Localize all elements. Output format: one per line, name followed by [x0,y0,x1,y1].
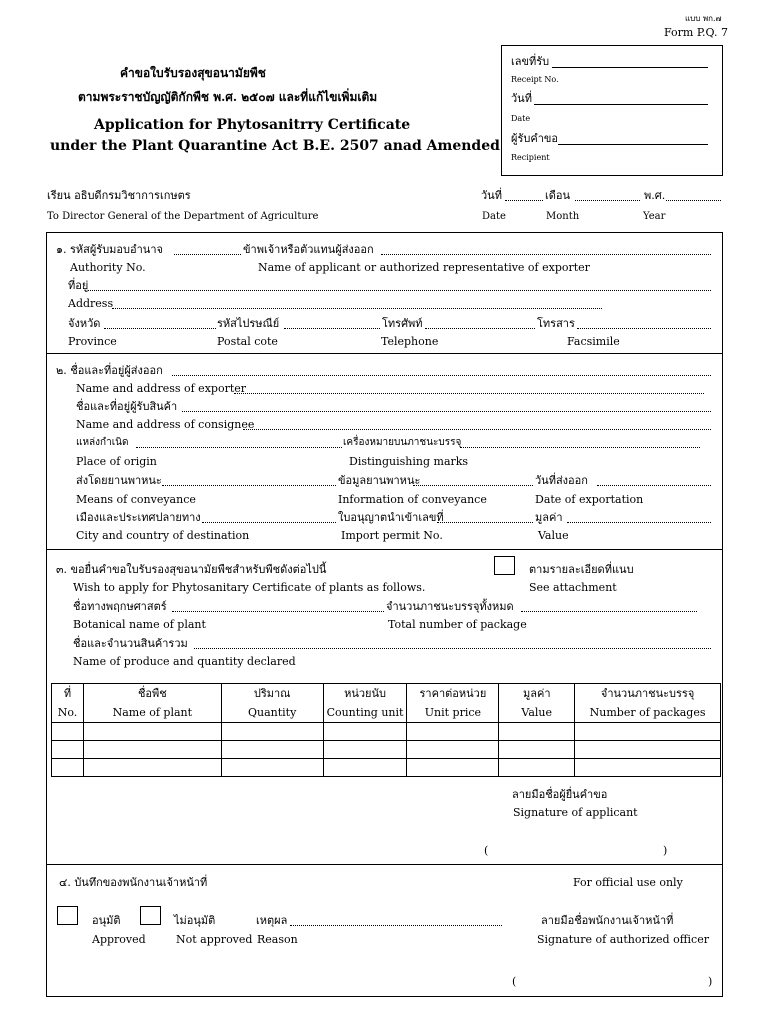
title-en-line2: under the Plant Quarantine Act B.E. 2507 anad Amended [50,138,500,154]
authority-label-en: Authority No. [70,261,146,274]
date-label-en: Date [482,211,506,222]
table-header-cell [52,684,84,723]
table-header-cell [83,684,221,723]
not-approved-label-th: ไม่อนุมัติ [174,914,216,927]
marks-label-en: Distinguishing marks [349,455,469,468]
address-field-th[interactable] [88,290,711,291]
applicant-signature-label-en: Signature of applicant [513,806,638,819]
table-cell[interactable] [499,741,575,759]
month-label-th: เดือน [545,189,571,202]
total-pkg-field[interactable] [521,611,697,612]
conveyance-info-label-th: ข้อมูลยานพาหนะ [338,474,421,487]
approved-checkbox[interactable] [57,906,78,925]
table-cell[interactable] [323,741,407,759]
section-divider-3 [46,864,723,865]
receipt-date-label-en: Date [511,114,531,123]
receipt-no-field[interactable] [552,67,708,68]
col-header-en: Name of plant [112,706,193,719]
applicant-paren-open: ( [484,844,489,857]
addressee-en: To Director General of the Department of Agriculture [47,211,319,222]
telephone-label-th: โทรศัพท์ [382,317,423,330]
attachment-label-th: ตามรายละเอียดที่แนบ [529,563,634,576]
col-header-th: หน่วยนับ [344,687,386,700]
conveyance-info-field[interactable] [413,485,533,486]
col-header-th: ราคาต่อหน่วย [419,687,487,700]
not-approved-checkbox[interactable] [140,906,161,925]
recipient-label-en: Recipient [511,153,550,162]
officer-signature-label-en: Signature of authorized officer [537,933,709,946]
consignee-label-en: Name and address of consignee [76,418,255,431]
month-field[interactable] [575,200,640,201]
receipt-no-label-en: Receipt No. [511,75,559,84]
col-header-th: มูลค่า [522,687,551,700]
postal-field[interactable] [284,328,380,329]
receipt-date-label-th: วันที่ [511,92,532,105]
address-field-en[interactable] [112,308,602,309]
value-label-th: มูลค่า [535,511,563,524]
day-field[interactable] [505,200,543,201]
botanical-label-en: Botanical name of plant [73,618,206,631]
official-section-title-th: ๔. บันทึกของพนักงานเจ้าหน้าที่ [59,876,208,889]
col-header-en: Quantity [247,706,297,719]
fax-label-en: Facsimile [567,335,620,348]
table-cell[interactable] [83,759,221,777]
table-cell[interactable] [83,723,221,741]
table-cell[interactable] [575,741,721,759]
receipt-no-label-th: เลขที่รับ [511,55,550,68]
table-row [52,759,721,777]
plants-table [51,683,721,777]
province-label-th: จังหวัด [68,317,101,330]
exporter-field-en[interactable] [234,393,704,394]
botanical-field[interactable] [172,611,384,612]
value-field[interactable] [567,522,711,523]
col-header-en: Number of packages [589,706,706,719]
table-row [52,741,721,759]
postal-label-th: รหัสไปรษณีย์ [217,317,280,330]
form-code-thai: แบบ พก.๗ [685,14,722,23]
total-pkg-label-th: จำนวนภาชนะบรรจุทั้งหมด [386,600,514,613]
reason-field[interactable] [290,925,502,926]
exporter-label-en: Name and address of exporter [76,382,247,395]
consignee-field-en[interactable] [243,429,711,430]
table-row [52,723,721,741]
origin-label-en: Place of origin [76,455,157,468]
col-header-th: ชื่อพืช [137,687,167,700]
title-thai-line1: คำขอใบรับรองสุขอนามัยพืช [120,66,266,80]
export-date-label-en: Date of exportation [535,493,644,506]
col-header-en: No. [57,706,78,719]
col-header-th: ปริมาณ [253,687,291,700]
officer-paren-open: ( [512,975,517,988]
authority-label-th: ๑. รหัสผู้รับมอบอำนาจ [56,243,163,256]
applicant-field[interactable] [381,254,711,255]
destination-field[interactable] [202,522,336,523]
attachment-label-en: See attachment [529,581,617,594]
officer-paren-close: ) [708,975,713,988]
table-header-row [52,684,721,723]
origin-label-th: แหล่งกำเนิด [76,437,129,448]
year-label-th: พ.ศ. [644,189,666,202]
address-label-en: Address [68,297,114,310]
produce-field[interactable] [194,648,711,649]
reason-label-th: เหตุผล [256,914,288,927]
table-cell[interactable] [52,741,84,759]
col-header-en: Value [521,706,553,719]
recipient-field[interactable] [558,144,708,145]
table-header-cell [499,684,575,723]
table-cell[interactable] [323,723,407,741]
table-cell[interactable] [323,759,407,777]
wish-label-en: Wish to apply for Phytosanitary Certificate of plants as follows. [73,581,426,594]
table-cell[interactable] [52,723,84,741]
attachment-checkbox[interactable] [494,556,515,575]
month-label-en: Month [546,211,580,222]
exporter-label-th: ๒. ชื่อและที่อยู่ผู้ส่งออก [56,364,163,377]
table-cell[interactable] [52,759,84,777]
officer-signature-label-th: ลายมือชื่อพนักงานเจ้าหน้าที่ [541,914,674,927]
col-header-th: ที่ [63,687,72,700]
permit-label-th: ใบอนุญาตนำเข้าเลขที่ [338,511,444,524]
table-header-cell [221,684,323,723]
table-cell[interactable] [407,723,499,741]
telephone-label-en: Telephone [381,335,439,348]
receipt-date-field[interactable] [534,104,708,105]
authority-field[interactable] [174,254,241,255]
not-approved-label-en: Not approved [176,933,253,946]
wish-label-th: ๓. ขอยื่นคำขอใบรับรองสุขอนามัยพืชสำหรับพืชดังต่อไปนี้ [56,563,327,576]
addressee-thai: เรียน อธิบดีกรมวิชาการเกษตร [47,189,191,202]
permit-field[interactable] [437,522,533,523]
table-cell[interactable] [499,723,575,741]
reason-label-en: Reason [257,933,298,946]
marks-label-th: เครื่องหมายบนภาชนะบรรจุ [343,437,462,448]
exporter-field-th[interactable] [172,375,711,376]
destination-label-en: City and country of destination [76,529,250,542]
conveyance-label-th: ส่งโดยยานพาหนะ [76,474,162,487]
table-cell[interactable] [499,759,575,777]
total-pkg-label-en: Total number of package [388,618,527,631]
col-header-en: Unit price [424,706,482,719]
table-cell[interactable] [575,759,721,777]
consignee-field-th[interactable] [182,411,711,412]
applicant-label-th: ข้าพเจ้าหรือตัวแทนผู้ส่งออก [243,243,374,256]
form-code-en: Form P.Q. 7 [664,26,728,39]
title-thai-line2: ตามพระราชบัญญัติกักพืช พ.ศ. ๒๕๐๗ และที่แก้ไขเพิ่มเติม [78,90,378,104]
section-divider-1 [46,353,723,354]
applicant-paren-close: ) [663,844,668,857]
fax-label-th: โทรสาร [537,317,575,330]
table-cell[interactable] [407,759,499,777]
address-label-th: ที่อยู่ [68,279,89,292]
date-label-th: วันที่ [481,189,502,202]
value-label-en: Value [538,529,569,542]
table-cell[interactable] [221,741,323,759]
year-label-en: Year [643,211,666,222]
table-header-cell [323,684,407,723]
conveyance-info-label-en: Information of conveyance [338,493,487,506]
table-header-cell [575,684,721,723]
telephone-field[interactable] [425,328,535,329]
produce-label-en: Name of produce and quantity declared [73,655,296,668]
approved-label-th: อนุมัติ [92,914,121,927]
export-date-field[interactable] [597,485,711,486]
table-cell[interactable] [407,741,499,759]
applicant-label-en: Name of applicant or authorized representative of exporter [258,261,590,274]
table-cell[interactable] [575,723,721,741]
applicant-signature-label-th: ลายมือชื่อผู้ยื่นคำขอ [512,788,608,801]
table-cell[interactable] [83,741,221,759]
conveyance-label-en: Means of conveyance [76,493,196,506]
permit-label-en: Import permit No. [341,529,443,542]
section-divider-2 [46,549,723,550]
recipient-label-th: ผู้รับคำขอ [511,132,558,145]
consignee-label-th: ชื่อและที่อยู่ผู้รับสินค้า [76,400,178,413]
province-field[interactable] [104,328,216,329]
destination-label-th: เมืองและประเทศปลายทาง [76,511,201,524]
province-label-en: Province [68,335,117,348]
postal-label-en: Postal cote [217,335,278,348]
table-cell[interactable] [221,759,323,777]
title-en-line1: Application for Phytosanitrry Certificate [94,117,411,133]
col-header-en: Counting unit [326,706,404,719]
table-cell[interactable] [221,723,323,741]
year-field[interactable] [666,200,721,201]
approved-label-en: Approved [92,933,146,946]
produce-label-th: ชื่อและจำนวนสินค้ารวม [73,637,188,650]
botanical-label-th: ชื่อทางพฤกษศาสตร์ [73,600,167,613]
fax-field[interactable] [577,328,711,329]
conveyance-field[interactable] [162,485,336,486]
marks-field[interactable] [460,447,700,448]
table-header-cell [407,684,499,723]
export-date-label-th: วันที่ส่งออก [535,474,588,487]
official-use-label-en: For official use only [573,876,683,889]
origin-field[interactable] [136,447,342,448]
col-header-th: จำนวนภาชนะบรรจุ [600,687,695,700]
